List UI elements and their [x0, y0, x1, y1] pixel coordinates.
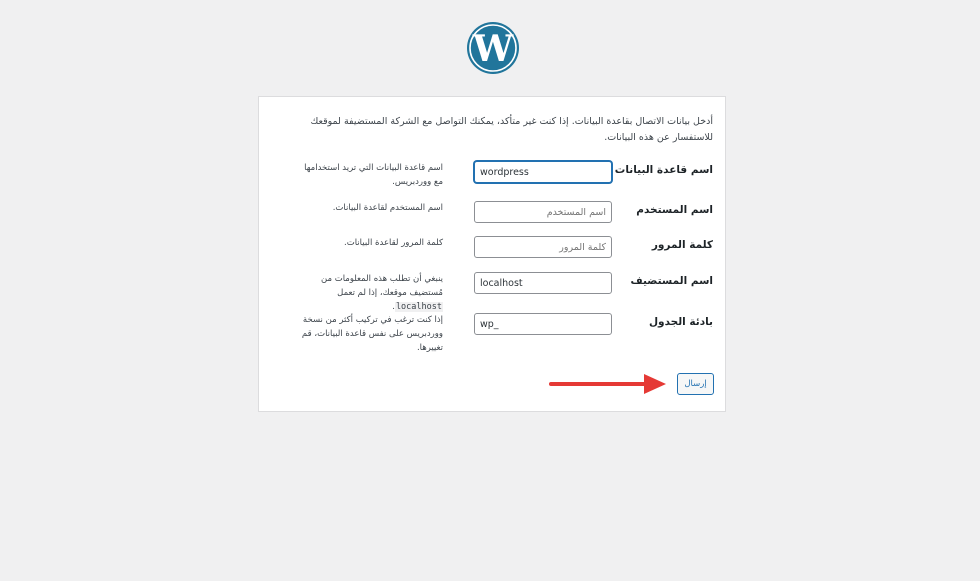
- password-input[interactable]: [474, 236, 612, 258]
- prefix-description: إذا كنت ترغب في تركيب أكثر من نسخة ووردبريس على نفس قاعدة البيانات، قم تغييرها.: [301, 315, 443, 353]
- dbname-label: اسم قاعدة البيانات: [614, 164, 713, 176]
- host-description-text: ينبغي أن تطلب هذه المعلومات من مُستضيف موقعك، إذا لم تعمل: [320, 274, 443, 298]
- submit-button[interactable]: إرسال: [677, 373, 714, 395]
- host-row: [259, 272, 725, 312]
- setup-config-form: [258, 96, 726, 412]
- svg-text:W: W: [472, 28, 514, 70]
- password-row: [259, 236, 725, 276]
- password-label: كلمة المرور: [651, 239, 713, 251]
- password-description: كلمة المرور لقاعدة البيانات.: [344, 238, 443, 248]
- red-arrow-icon: [548, 372, 668, 396]
- host-label: اسم المستضيف: [630, 275, 713, 287]
- host-description-code: localhost: [395, 302, 442, 312]
- username-row: [259, 201, 725, 241]
- host-description-end: .: [392, 302, 395, 312]
- host-description: [293, 272, 443, 314]
- dbname-input[interactable]: [474, 161, 612, 183]
- dbname-description: اسم قاعدة البيانات التي تريد استخدامها مع ووردبريس.: [304, 163, 443, 187]
- wordpress-logo-icon: [465, 17, 521, 79]
- intro-text: أدخل بيانات الاتصال بقاعدة البيانات. إذا كنت غير متأكد، يمكنك التواصل مع الشركة المستضيفة لموقعك للاستفسار عن هذه البيانات.: [310, 116, 713, 143]
- host-input[interactable]: [474, 272, 612, 294]
- username-label: اسم المستخدم: [636, 204, 713, 216]
- username-input[interactable]: [474, 201, 612, 223]
- prefix-label: بادئة الجدول: [648, 316, 713, 328]
- prefix-input[interactable]: [474, 313, 612, 335]
- dbname-row: [259, 161, 725, 201]
- prefix-row: [259, 313, 725, 353]
- username-description: اسم المستخدم لقاعدة البيانات.: [332, 203, 443, 213]
